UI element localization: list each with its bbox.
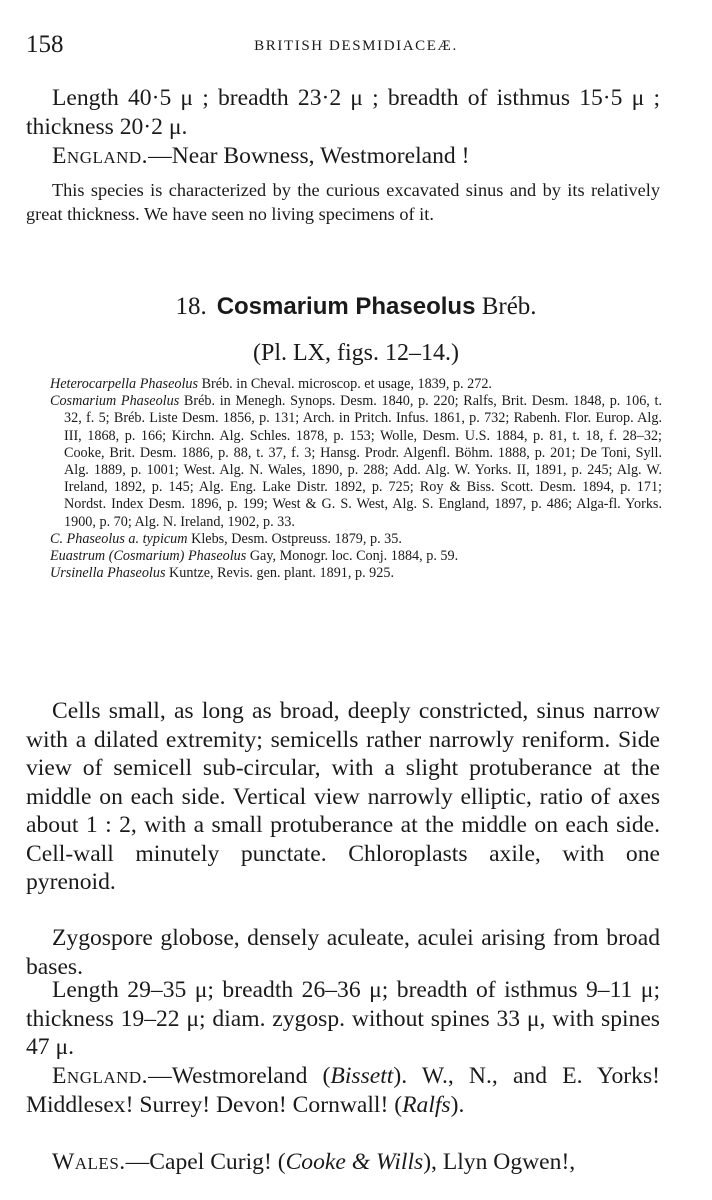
species-author: Bréb. <box>481 293 537 320</box>
measurements-text: Length 40·5 μ ; breadth 23·2 μ ; breadth of isthmus 15·5 μ ; thickness 20·2 μ. <box>26 85 660 140</box>
synonymy-entry <box>50 565 662 582</box>
locality-label: England. <box>52 143 149 169</box>
synonym-taxon: Ursinella Phaseolus <box>50 565 166 582</box>
collector-ralfs: Ralfs <box>402 1091 451 1118</box>
synonymy-entry <box>50 376 662 393</box>
england-text: —Westmoreland ( <box>148 1063 331 1089</box>
synonym-citation: Gay, Monogr. loc. Conj. 1884, p. 59. <box>246 548 459 565</box>
species-heading <box>0 290 712 324</box>
running-title: BRITISH DESMIDIACEÆ. <box>254 38 458 54</box>
wales-text: ), Llyn Ogwen!, <box>423 1149 576 1175</box>
previous-species-measurements <box>26 84 660 141</box>
england-label: England. <box>52 1063 149 1089</box>
plate-reference: (Pl. LX, figs. 12–14.) <box>253 340 459 366</box>
synonym-citation: Bréb. in Menegh. Synops. Desm. 1840, p. 220; Ralfs, Brit. Desm. 1848, p. 106, t. 32, f. 5; Bréb. Liste Desm. 1856, p. 131; Arch. in Pritch. Infus. 1861, p. 732; Rabenh. Flor. Europ. Alg. III, 1868, p. 166; Kirchn. Alg. Schles. 1878, p. 153; Wolle, Desm. U.S. 1884, p. 81, t. 18, f. 28–32; Cooke, Brit. Desm. 1886, p. 88, t. 37, f. 3; Hansg. Prodr. Algenfl. Böhm. 1888, p. 201; De Toni, Syll. Alg. 1889, p. 1001; West. Alg. N. Wales, 1890, p. 288; Add. Alg. W. Yorks. II, 1891, p. 245; Alg. W. Ireland, 1892, p. 145; Alg. Eng. Lake Distr. 1892, p. 725; Roy & Biss. Scott. Desm. 1894, p. 171; Nordst. Index Desm. 1896, p. 199; West & G. S. West, Alg. S. England, 1897, p. 486; Alga-fl. Yorks. 1900, p. 70; Alg. N. Ireland, 1902, p. 33. <box>64 393 663 530</box>
previous-species-locality <box>26 142 660 171</box>
synonymy-block <box>50 376 662 582</box>
page-header <box>26 30 686 66</box>
species-number: 18. <box>175 293 207 320</box>
synonymy-entry <box>50 393 662 531</box>
collector-bissett: Bissett <box>330 1063 394 1089</box>
distribution-england <box>26 1062 660 1119</box>
england-text: ). <box>450 1091 465 1118</box>
species-name: Cosmarium Phaseolus <box>216 293 476 320</box>
wales-text: —Capel Curig! ( <box>125 1149 286 1175</box>
synonym-taxon: Cosmarium Phaseolus <box>50 393 180 410</box>
distribution-wales <box>26 1148 660 1177</box>
description-measurements: Length 29–35 μ; breadth 26–36 μ; breadth of isthmus 9–11 μ; thickness 19–22 μ; diam. zygosp. without spines 33 μ, with spines 47 μ. <box>26 977 660 1060</box>
locality-text: —Near Bowness, Westmoreland ! <box>148 143 470 169</box>
synonym-citation: Kuntze, Revis. gen. plant. 1891, p. 925. <box>165 565 395 582</box>
synonym-taxon: Heterocarpella Phaseolus <box>50 376 199 392</box>
synonymy-entry <box>50 548 662 565</box>
page-number: 158 <box>26 31 64 58</box>
synonym-citation: Bréb. in Cheval. microscop. et usage, 1839, p. 272. <box>198 376 492 392</box>
description-zygospore: Zygospore globose, densely aculeate, aculei arising from broad bases. <box>26 925 660 980</box>
description-cells: Cells small, as long as broad, deeply constricted, sinus narrow with a dilated extremity; semicells rather narrowly reniform. Side view of semicell sub-circular, with a slight protuberance at the middle on each side. Vertical view narrowly elliptic, ratio of axes about 1 : 2, with a small protuberance at the middle on each side. Cell-wall minutely punctate. Chloroplasts axile, with one pyrenoid. <box>26 698 660 895</box>
synonym-taxon: C. Phaseolus a. typicum <box>50 530 188 547</box>
synonym-citation: Klebs, Desm. Ostpreuss. 1879, p. 35. <box>187 530 402 547</box>
synonym-taxon: Euastrum (Cosmarium) Phaseolus <box>50 548 247 565</box>
previous-species-note: This species is characterized by the curious excavated sinus and by its relatively great thickness. We have seen no living specimens of it. <box>26 180 660 224</box>
wales-label: Wales. <box>52 1149 126 1175</box>
synonymy-entry <box>50 531 662 548</box>
england-text: ). W., N., and E. Yorks! Middlesex! Surrey! Devon! Cornwall! ( <box>26 1063 660 1118</box>
collector-cooke-wills: Cooke & Wills <box>285 1149 424 1175</box>
